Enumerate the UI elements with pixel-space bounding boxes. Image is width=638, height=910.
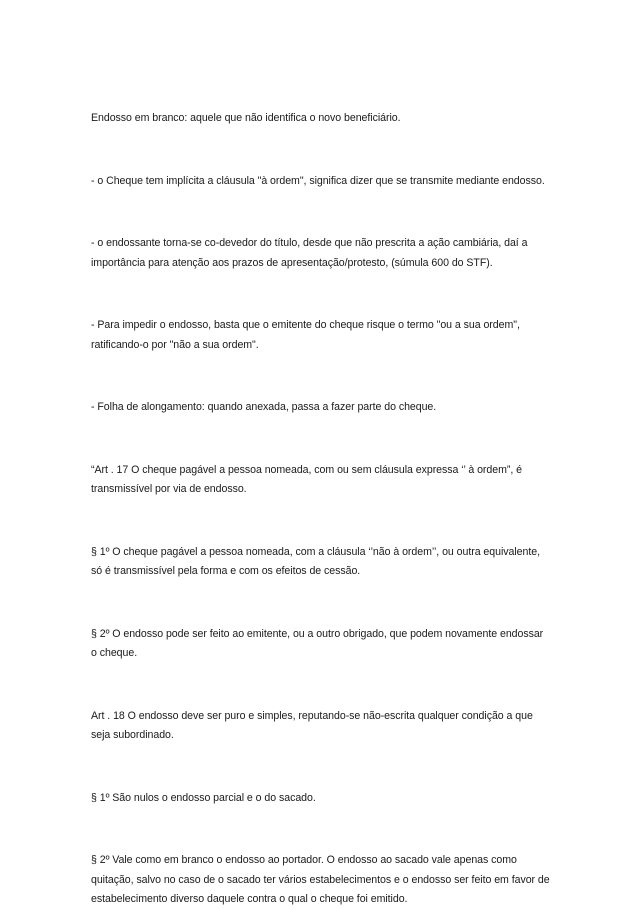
paragraph-impedir-endosso: - Para impedir o endosso, basta que o emitente do cheque risque o termo "ou a sua ordem", ratificando-o por "não a sua ordem". [91, 319, 520, 351]
paragraph-art-18: Art . 18 O endosso deve ser puro e simples, reputando-se não-escrita qualquer condição a que seja subordinado. [91, 709, 533, 741]
paragraph-art-18-par-1: § 1º São nulos o endosso parcial e o do sacado. [91, 791, 316, 804]
paragraph-art-17: “Art . 17 O cheque pagável a pessoa nomeada, com ou sem cláusula expressa ‘’ à ordem”, é transmissível por via de endosso. [91, 463, 522, 495]
paragraph-folha-alongamento: - Folha de alongamento: quando anexada, passa a fazer parte do cheque. [91, 401, 437, 413]
paragraph-clausula-a-ordem: - o Cheque tem implícita a cláusula "à ordem", significa dizer que se transmite mediante endosso. [91, 174, 545, 187]
paragraph-art-17-par-1: § 1º O cheque pagável a pessoa nomeada, com a cláusula ‘’não à ordem’’, ou outra equivalente, só é transmissível pela forma e com os efeitos de cessão. [91, 545, 540, 577]
paragraph-art-17-par-2: § 2º O endosso pode ser feito ao emitente, ou a outro obrigado, que podem novamente endossar o cheque. [91, 627, 544, 659]
document-body [91, 109, 551, 910]
paragraph-endosso-em-branco: Endosso em branco: aquele que não identifica o novo beneficiário. [91, 112, 401, 124]
paragraph-endossante-co-devedor: - o endossante torna-se co-devedor do título, desde que não prescrita a ação cambiária, daí a importância para atenção aos prazos de apresentação/protesto, (súmula 600 do STF). [91, 237, 528, 269]
paragraph-art-18-par-2: § 2º Vale como em branco o endosso ao portador. O endosso ao sacado vale apenas como quitação, salvo no caso de o sacado ter vários estabelecimentos e o endosso ser feito em favor de estabelecimento diverso daquele contra o qual o cheque foi emitido. [91, 854, 550, 905]
